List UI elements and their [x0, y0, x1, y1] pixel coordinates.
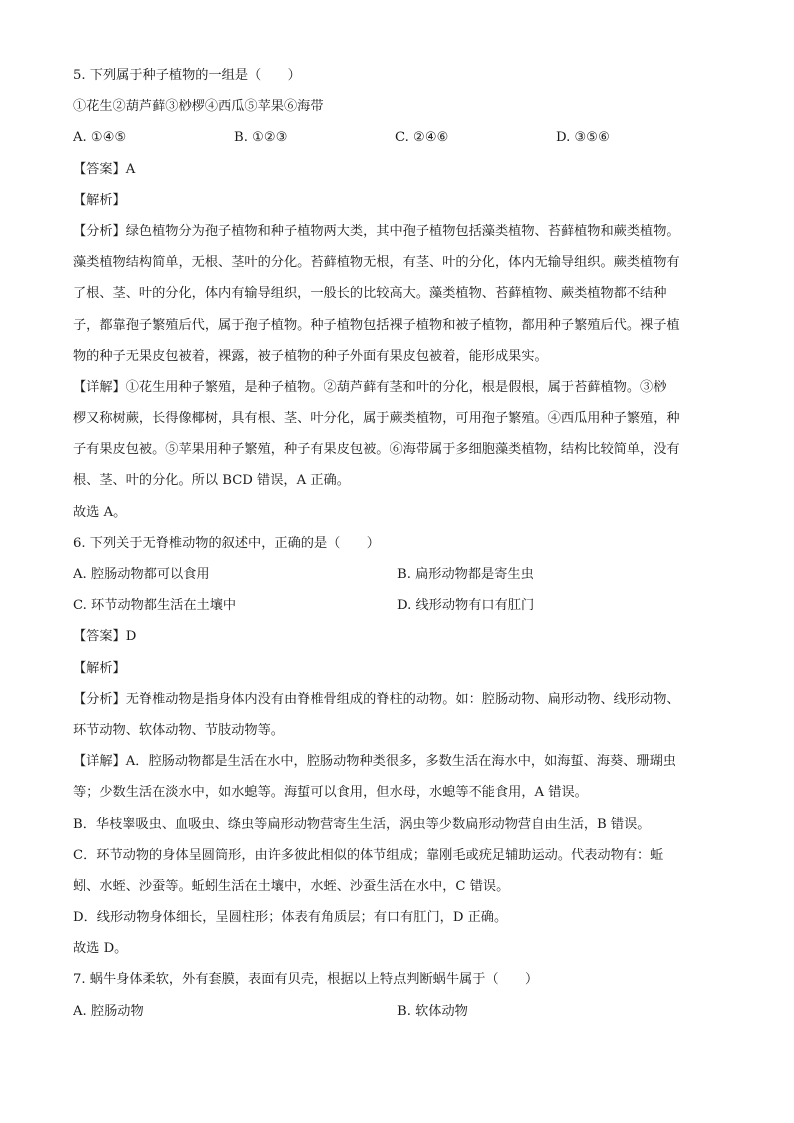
- question-6-xiangjie-line: 【详解】A．腔肠动物都是生活在水中，腔肠动物种类很多，多数生活在海水中，如海蜇、海葵、珊瑚虫: [73, 754, 676, 770]
- question-6-xiangjie-line: B．华枝睾吸虫、血吸虫、绦虫等扁形动物营寄生生活，涡虫等少数扁形动物营自由生活，B 错误。: [73, 816, 651, 832]
- document-page: [73, 60, 728, 1027]
- question-7-options-row-1: [73, 996, 728, 1027]
- question-5-xiangjie-line: 【详解】①花生用种子繁殖，是种子植物。②葫芦藓有茎和叶的分化，根是假根，属于苔藓植物。③桫: [73, 379, 667, 395]
- question-5-fenxi-line: 【分析】绿色植物分为孢子植物和种子植物两大类，其中孢子植物包括藻类植物、苔藓植物和蕨类植物。: [73, 223, 680, 239]
- question-6-fenxi-line: 环节动物、软体动物、节肢动物等。: [73, 722, 284, 738]
- question-6-options-row-2: [73, 590, 728, 621]
- question-5-stem: 5. 下列属于种子植物的一组是（ ）: [73, 68, 301, 83]
- question-5-items: ①花生②葫芦藓③桫椤④西瓜⑤苹果⑥海带: [73, 99, 324, 115]
- question-5-answer: 【答案】A: [73, 161, 136, 177]
- question-6-conclusion: 故选 D。: [73, 941, 128, 957]
- question-6-xiangjie-line: C．环节动物的身体呈圆筒形，由许多彼此相似的体节组成；靠刚毛或疣足辅助运动。代表动物有：蚯: [73, 847, 664, 863]
- option-a: A. ①④⑤: [73, 130, 127, 146]
- option-d: D. ③⑤⑥: [556, 130, 610, 146]
- question-6-xiangjie-line: D．线形动物身体细长，呈圆柱形；体表有角质层；有口有肛门，D 正确。: [73, 910, 508, 926]
- option-a: A. 腔肠动物都可以食用: [73, 567, 210, 582]
- option-b: B. 扁形动物都是寄生虫: [397, 567, 534, 582]
- question-5-xiangjie-line: 根、茎、叶的分化。所以 BCD 错误，A 正确。: [73, 473, 350, 489]
- question-5-xiangjie-line: 子有果皮包被。⑤苹果用种子繁殖，种子有果皮包被。⑥海带属于多细胞藻类植物，结构比较简单，没有: [73, 442, 680, 458]
- question-5-analysis-title: 【解析】: [73, 192, 126, 208]
- question-5-fenxi-line: 藻类植物结构简单，无根、茎叶的分化。苔藓植物无根，有茎、叶的分化，体内无输导组织。蕨类植物有: [73, 255, 680, 271]
- question-6-answer: 【答案】D: [73, 629, 137, 645]
- option-a: A. 腔肠动物: [73, 1003, 144, 1019]
- option-b: B. ①②③: [234, 130, 288, 146]
- question-5-xiangjie-line: 椤又称树蕨，长得像椰树，具有根、茎、叶分化，属于蕨类植物，可用孢子繁殖。④西瓜用种子繁殖，种: [73, 411, 680, 427]
- question-6-options-row-1: [73, 559, 728, 590]
- option-c: C. ②④⑥: [395, 130, 449, 146]
- question-5-fenxi-line: 了根、茎、叶的分化，体内有输导组织，一般长的比较高大。藻类植物、苔藓植物、蕨类植物都不结种: [73, 286, 667, 302]
- question-6-xiangjie-line: 蚓、水蛭、沙蚕等。蚯蚓生活在土壤中，水蛭、沙蚕生活在水中，C 错误。: [73, 878, 510, 894]
- question-5-conclusion: 故选 A。: [73, 504, 127, 520]
- question-5-fenxi-line: 物的种子无果皮包被着，裸露，被子植物的种子外面有果皮包被着，能形成果实。: [73, 348, 548, 364]
- option-b: B. 软体动物: [397, 1003, 468, 1019]
- question-6-stem: 6. 下列关于无脊椎动物的叙述中，正确的是（ ）: [73, 535, 380, 551]
- option-c: C. 环节动物都生活在土壤中: [73, 598, 237, 614]
- question-6-analysis-title: 【解析】: [73, 660, 126, 676]
- question-7-stem: 7. 蜗牛身体柔软，外有套膜，表面有贝壳，根据以上特点判断蜗牛属于（ ）: [73, 972, 539, 988]
- question-6-fenxi-line: 【分析】无脊椎动物是指身体内没有由脊椎骨组成的脊柱的动物。如：腔肠动物、扁形动物、线形动物、: [73, 691, 680, 707]
- question-6-xiangjie-line: 等；少数生活在淡水中，如水螅等。海蜇可以食用，但水母，水螅等不能食用，A 错误。: [73, 785, 588, 801]
- question-5-fenxi-line: 子，都靠孢子繁殖后代，属于孢子植物。种子植物包括裸子植物和被子植物，都用种子繁殖后代。裸子植: [73, 317, 680, 333]
- question-5-options: [73, 122, 728, 153]
- option-d: D. 线形动物有口有肛门: [397, 598, 535, 614]
